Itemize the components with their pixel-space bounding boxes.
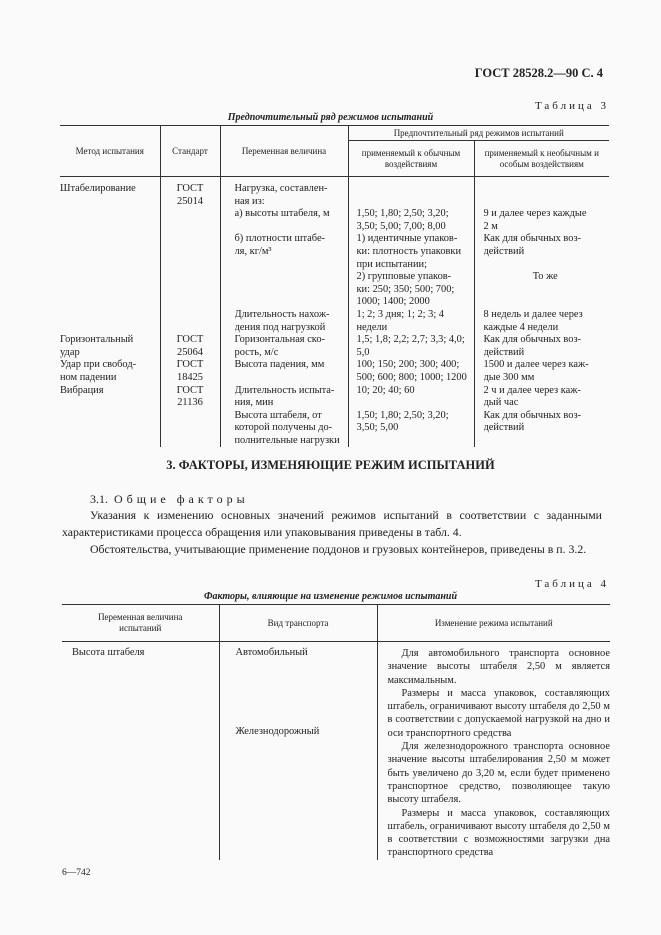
t3-col2-line — [161, 221, 220, 234]
paragraph-2: Обстоятельства, учитывающие применение поддонов и грузовых контейнеров, приведены в п. 3.2. — [90, 542, 587, 556]
table4-label: Таблица 4 — [534, 578, 609, 590]
t3-head-group: Предпочтительный ряд режимов испытаний — [348, 126, 609, 141]
t3-col3-line: Высота штабеля, от — [234, 409, 322, 421]
t3-col4-line: 500; 600; 800; 1000; 1200 — [356, 371, 467, 383]
t3-col4-line — [357, 397, 472, 410]
t3-col3-line: Горизонтальная ско- — [234, 334, 325, 346]
t3-col4-line: 1,5; 1,8; 2,2; 2,7; 3,3; 4,0; — [356, 334, 465, 346]
t3-col5-line — [484, 183, 608, 196]
t3-col4-line: 1; 2; 3 дня; 1; 2; 3; 4 — [356, 308, 444, 320]
table3-title: Предпочтительный ряд режимов испытаний — [227, 112, 434, 123]
t3-col-variable — [220, 177, 348, 448]
t3-col-special — [474, 177, 609, 448]
t4-transport-auto: Автомобильный — [235, 647, 308, 658]
t3-col1-line — [60, 246, 160, 259]
t3-col4-line: 1000; 1400; 2000 — [356, 296, 430, 308]
t3-col5-line: действий — [483, 422, 525, 434]
t3-col3-line — [235, 296, 342, 309]
table3 — [60, 125, 609, 447]
page-header: ГОСТ 28528.2—90 С. 4 — [474, 66, 603, 80]
t3-col4-line: 1,50; 1,80; 2,50; 3,20; — [356, 409, 449, 421]
table4 — [62, 604, 610, 860]
t3-col2-line — [161, 208, 220, 221]
t3-col1-line: Вибрация — [60, 384, 104, 396]
t3-col4-line — [357, 183, 472, 196]
t3-col3-line: ная из: — [234, 195, 265, 207]
t3-col2-line: ГОСТ — [176, 359, 204, 371]
t3-col4-line: 1,50; 1,80; 2,50; 3,20; — [356, 208, 449, 220]
t3-head-variable: Переменная величина — [220, 126, 348, 177]
t3-col-method — [60, 177, 160, 448]
t3-col5-line — [484, 259, 608, 272]
t3-col3-line — [235, 271, 342, 284]
t3-col3-line — [235, 259, 342, 272]
subsection-name: Общие факторы — [114, 492, 249, 506]
t3-col2-line: ГОСТ — [176, 384, 204, 396]
t3-col3-line — [235, 284, 342, 297]
t3-col1-line — [60, 322, 160, 335]
t3-col3-line — [235, 221, 342, 234]
t3-col2-line — [161, 284, 220, 297]
t3-col2-line: 18425 — [177, 371, 203, 383]
t3-col5-line: 1500 и далее через каж- — [483, 359, 589, 371]
t4-head-variable: Переменная величина испытаний — [62, 605, 219, 642]
t3-col5-line: каждые 4 недели — [483, 321, 559, 333]
t3-col3-line: полнительные нагрузки — [234, 434, 340, 446]
t3-col5-line: 2 м — [483, 220, 498, 232]
t4-change-cell — [377, 642, 610, 860]
subsection-number: 3.1. — [90, 492, 108, 506]
t4-rail-p1: Для железнодорожного транспорта основное значение высоты штабелирования 2,50 м может быть увеличено до 3,20 м, если будет применено транспортное средство, позволяющее такую высоту штабеля. — [387, 741, 610, 806]
t3-col2-line — [161, 246, 220, 259]
t3-col-standard — [160, 177, 220, 448]
t3-col1-line — [60, 259, 160, 272]
t3-col4-line: 1) идентичные упаков- — [356, 233, 458, 245]
t4-variable: Высота штабеля — [72, 647, 145, 658]
t3-col4-line: 3,50; 5,00 — [356, 422, 399, 434]
t3-col3-line: Высота падения, мм — [234, 359, 325, 371]
t3-col1-line: удар — [60, 346, 80, 358]
t3-col5-line: Как для обычных воз- — [483, 233, 582, 245]
t3-col4-line: при испытании; — [356, 258, 427, 270]
t3-col4-line: недели — [356, 321, 388, 333]
t3-head-method: Метод испытания — [60, 126, 160, 177]
paragraph-1: Указания к изменению основных значений режимов испытаний в соответствии с заданными характеристиками процесса обращения или упаковывания приведены в табл. 4. — [62, 508, 602, 539]
t3-col3-line: б) плотности штабе- — [234, 233, 326, 245]
t3-col2-line: 25064 — [177, 346, 203, 358]
t4-transport-rail: Железнодорожный — [235, 725, 320, 737]
t3-col4-line: ки: плотность упаковки — [356, 245, 462, 257]
subsection-title — [90, 492, 249, 507]
t3-col5-line — [484, 284, 608, 297]
t3-col5-line: 9 и далее через каждые — [483, 208, 587, 220]
t3-col3-line: рость, м/с — [234, 346, 279, 358]
t3-col3-line: Нагрузка, составлен- — [234, 183, 328, 194]
t3-col5-line: Как для обычных воз- — [483, 334, 582, 346]
t4-head-transport: Вид транспорта — [219, 605, 377, 642]
t3-col2-line — [161, 322, 220, 335]
t3-col1-line — [60, 296, 160, 309]
t3-col5-line: То же — [532, 271, 558, 283]
t3-col3-line: а) высоты штабеля, м — [234, 208, 330, 220]
t3-col5-line: 2 ч и далее через каж- — [483, 384, 581, 396]
t4-rail-p2: Размеры и масса упаковок, составляющих штабель, ограничивают высоту штабеля до 2,50 м в соответствии с возможностями загрузки дна транспортного средства — [387, 807, 610, 859]
t3-col2-line: ГОСТ — [176, 183, 204, 194]
t3-col4-line — [357, 196, 472, 209]
t3-col5-line — [484, 196, 608, 209]
t3-col2-line: ГОСТ — [176, 334, 204, 346]
t3-col4-line: 100; 150; 200; 300; 400; — [356, 359, 460, 371]
t3-col5-line: 8 недель и далее через — [483, 308, 583, 320]
t3-col4-line: 5,0 — [356, 346, 370, 358]
t3-col5-line: действий — [483, 346, 525, 358]
t3-col1-line — [60, 271, 160, 284]
t4-auto-p2: Размеры и масса упаковок, составляющих штабель, ограничивают высоту штабеля до 2,50 м в соответствии с допускаемой нагрузкой на дно и оси транспортного средства — [387, 687, 610, 739]
t3-col1-line — [60, 196, 160, 209]
t3-col1-line — [60, 284, 160, 297]
t3-col5-line: дые 300 мм — [483, 371, 535, 383]
t3-col5-line: дый час — [483, 397, 519, 409]
t3-col4-line: ки: 250; 350; 500; 700; — [356, 283, 455, 295]
t3-col5-line — [484, 296, 608, 309]
t3-col2-line — [161, 259, 220, 272]
t3-col4-line: 10; 20; 40; 60 — [356, 384, 415, 396]
t3-col2-line: 21136 — [177, 397, 203, 409]
t3-col3-line: которой получены до- — [234, 422, 333, 434]
t3-col3-line: ля, кг/м³ — [234, 245, 272, 257]
t3-col1-line — [60, 309, 160, 322]
t3-col3-line: Длительность испыта- — [234, 384, 335, 396]
t3-col1-line: Удар при свобод- — [60, 359, 137, 371]
t3-col1-line: ном падении — [60, 371, 117, 383]
t3-col2-line — [161, 233, 220, 246]
table3-label: Таблица 3 — [534, 100, 609, 112]
table4-title: Факторы, влияющие на изменение режимов испытаний — [203, 591, 458, 602]
t4-transport-cell — [219, 642, 377, 860]
t3-col2-line — [161, 271, 220, 284]
t3-col2-line: 25014 — [177, 195, 203, 207]
t4-auto-p1: Для автомобильного транспорта основное значение высоты штабеля 2,50 м является максимальным. — [387, 648, 610, 686]
page-footer-code: 6—742 — [62, 868, 91, 878]
t3-col3-line — [235, 372, 342, 385]
t3-col1-line — [60, 208, 160, 221]
t3-col5-line: Как для обычных воз- — [483, 409, 582, 421]
t3-col3-line: дения под нагрузкой — [234, 321, 326, 333]
t3-col4-line: 2) групповые упаков- — [356, 271, 452, 283]
t3-col1-line — [60, 233, 160, 246]
t4-head-change: Изменение режима испытаний — [377, 605, 610, 642]
t3-head-ordinary: применяемый к обычным воздействиям — [348, 141, 474, 177]
t3-head-special: применяемый к необычным и особым воздействиям — [474, 141, 609, 177]
t3-col3-line: Длительность нахож- — [234, 308, 330, 320]
t3-col2-line — [161, 296, 220, 309]
t3-col-ordinary — [348, 177, 474, 448]
t3-col5-line: действий — [483, 245, 525, 257]
t3-col1-line: Штабелирование — [60, 183, 136, 194]
section-title: 3. ФАКТОРЫ, ИЗМЕНЯЮЩИЕ РЕЖИМ ИСПЫТАНИЙ — [166, 458, 495, 472]
t3-col2-line — [161, 309, 220, 322]
t3-col3-line: ния, мин — [234, 397, 274, 409]
t3-col4-line: 3,50; 5,00; 7,00; 8,00 — [356, 220, 446, 232]
t3-col1-line: Горизонтальный — [60, 334, 134, 346]
t3-head-standard: Стандарт — [160, 126, 220, 177]
t3-col1-line — [60, 221, 160, 234]
